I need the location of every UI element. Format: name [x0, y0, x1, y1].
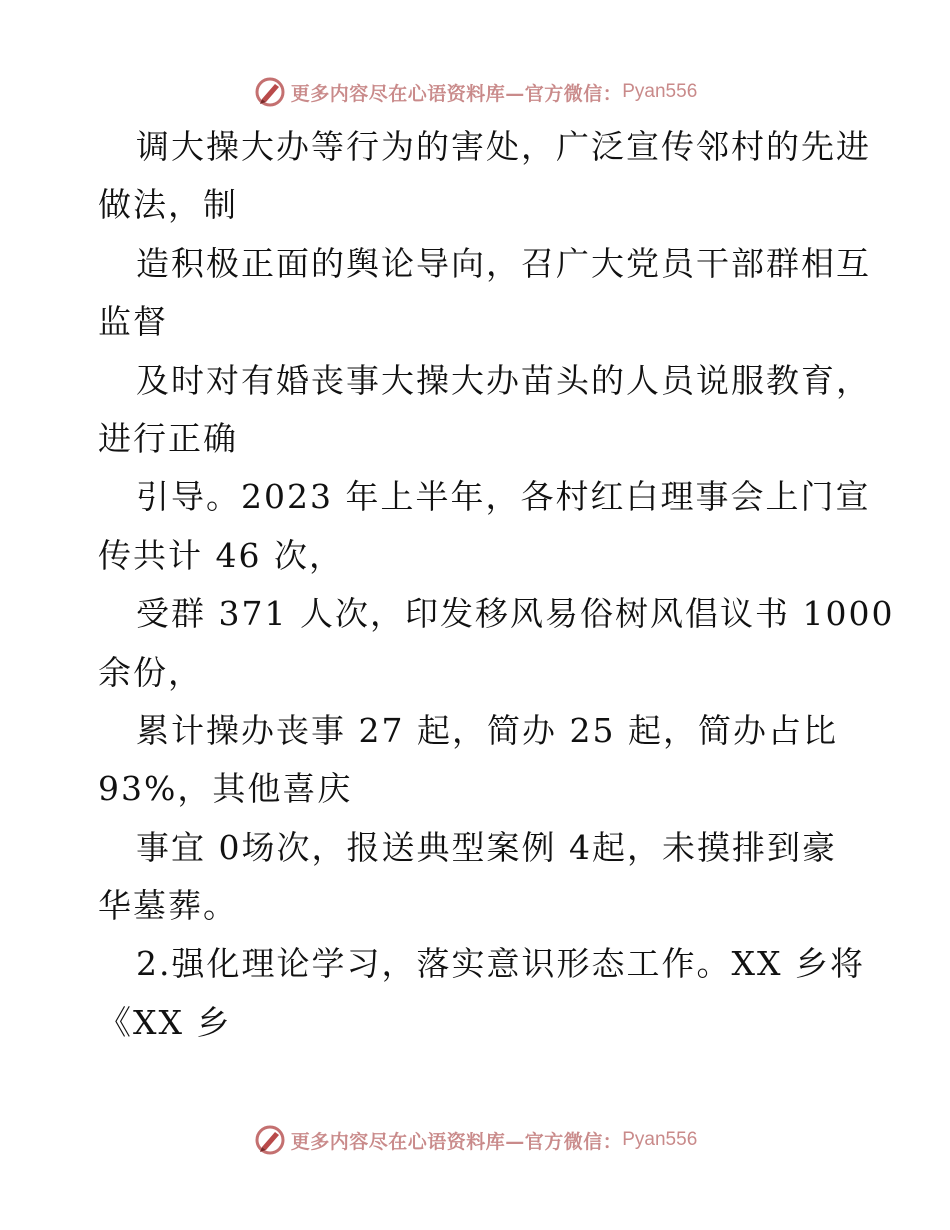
- body-line: 93%，其他喜庆: [98, 769, 353, 809]
- pen-logo-icon: [253, 75, 287, 109]
- body-line: 调大操大办等行为的害处，广泛宣传邻村的先进: [136, 127, 871, 166]
- watermark-wechat-id: Pyan556: [622, 1129, 698, 1150]
- body-line: 累计操办丧事 27 起，简办 25 起，简办占比: [136, 710, 838, 750]
- body-line: 事宜 0场次，报送典型案例 4起，未摸排到豪: [136, 827, 837, 867]
- body-line: 引导。2023 年上半年，各村红白理事会上门宣: [136, 477, 871, 517]
- body-line: 《XX 乡: [98, 1002, 232, 1042]
- body-line: 华墓葬。: [98, 886, 238, 926]
- body-line: 及时对有婚丧事大操大办苗头的人员说服教育，: [136, 360, 871, 400]
- header-watermark: [0, 72, 950, 112]
- watermark-text: 更多内容尽在心语资料库—官方微信：: [290, 82, 623, 105]
- document-body: [98, 118, 895, 1052]
- body-line: 余份，: [98, 652, 203, 692]
- body-line: 2.强化理论学习，落实意识形态工作。XX 乡将: [136, 944, 865, 984]
- watermark-wechat-id: Pyan556: [622, 81, 698, 102]
- body-line: 监督: [98, 302, 168, 342]
- body-line: 传共计 46 次，: [98, 535, 344, 575]
- pen-logo-icon: [253, 1123, 287, 1157]
- body-line: 造积极正面的舆论导向，召广大党员干部群相互: [136, 243, 871, 283]
- watermark-text: 更多内容尽在心语资料库—官方微信：: [290, 1130, 623, 1153]
- body-line: 进行正确: [98, 418, 238, 458]
- body-line: 受群 371 人次，印发移风易俗树风倡议书 1000: [136, 594, 895, 634]
- body-line: 做法，制: [98, 185, 238, 225]
- footer-watermark: [0, 1120, 950, 1160]
